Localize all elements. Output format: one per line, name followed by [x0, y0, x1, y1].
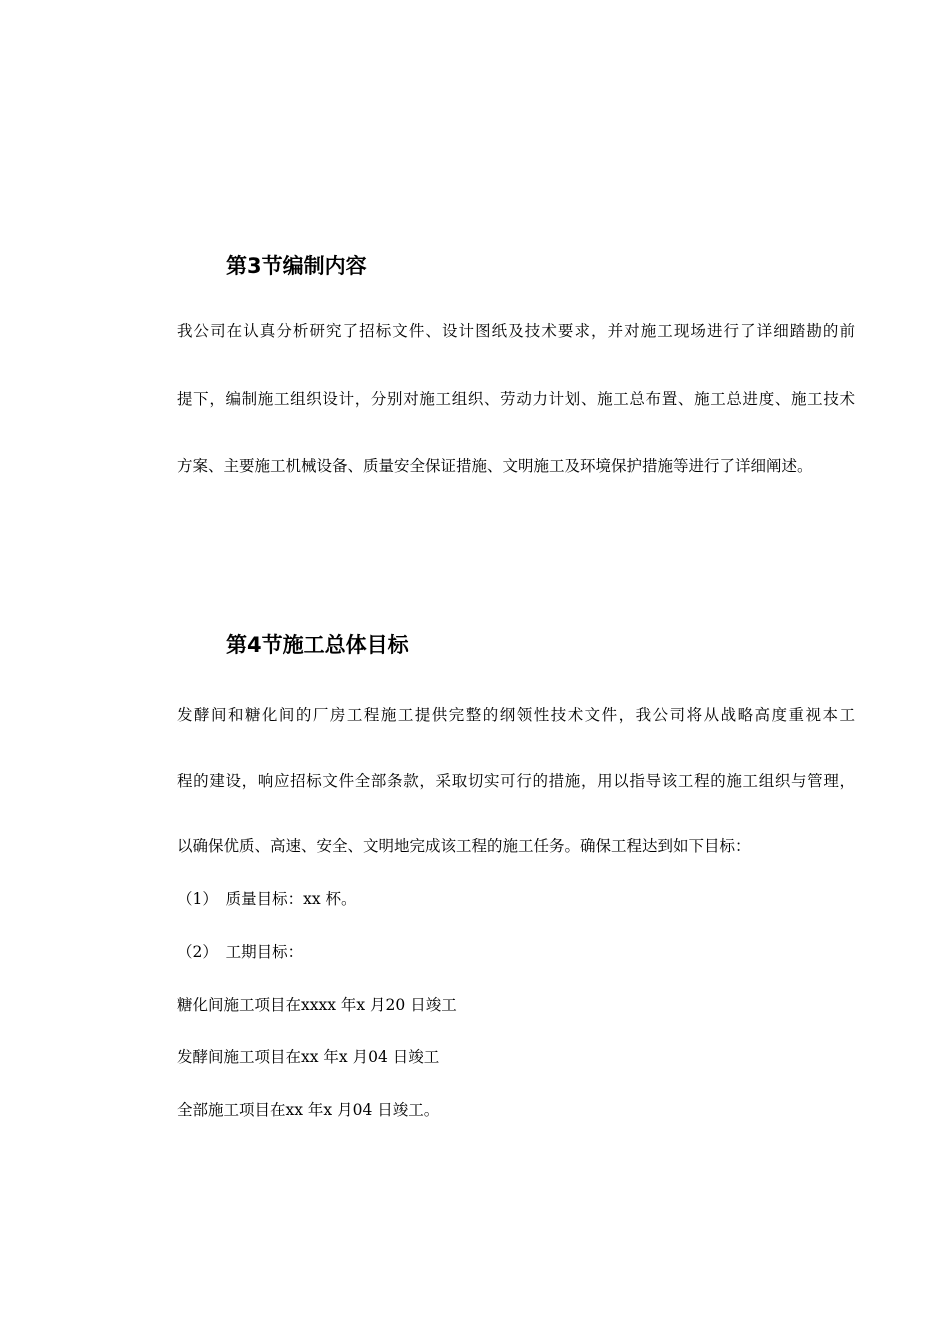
section-4-paragraph-line: 程的建设，响应招标文件全部条款，采取切实可行的措施，用以指导该工程的施工组织与管理， [177, 772, 855, 790]
section-4-heading: 第4节施工总体目标 [226, 633, 409, 657]
section-3-paragraph-line: 提下，编制施工组织设计，分别对施工组织、劳动力计划、施工总布置、施工总进度、施工技术 [177, 390, 855, 408]
section-4-paragraph-line: 以确保优质、高速、安全、文明地完成该工程的施工任务。确保工程达到如下目标： [177, 837, 751, 855]
schedule-item: 发酵间施工项目在xx 年x 月04 日竣工 [177, 1048, 440, 1066]
section-4-paragraph-line: 发酵间和糖化间的厂房工程施工提供完整的纲领性技术文件，我公司将从战略高度重视本工 [177, 706, 855, 724]
quality-goal: （1） 质量目标：xx 杯。 [177, 890, 357, 908]
schedule-item: 全部施工项目在xx 年x 月04 日竣工。 [177, 1101, 440, 1119]
section-3-heading: 第3节编制内容 [226, 254, 367, 278]
section-3-paragraph-line: 方案、主要施工机械设备、质量安全保证措施、文明施工及环境保护措施等进行了详细阐述。 [177, 457, 813, 475]
schedule-goal: （2） 工期目标： [177, 943, 304, 961]
schedule-item: 糖化间施工项目在xxxx 年x 月20 日竣工 [177, 996, 457, 1014]
section-3-paragraph-line: 我公司在认真分析研究了招标文件、设计图纸及技术要求，并对施工现场进行了详细踏勘的前 [177, 322, 855, 340]
